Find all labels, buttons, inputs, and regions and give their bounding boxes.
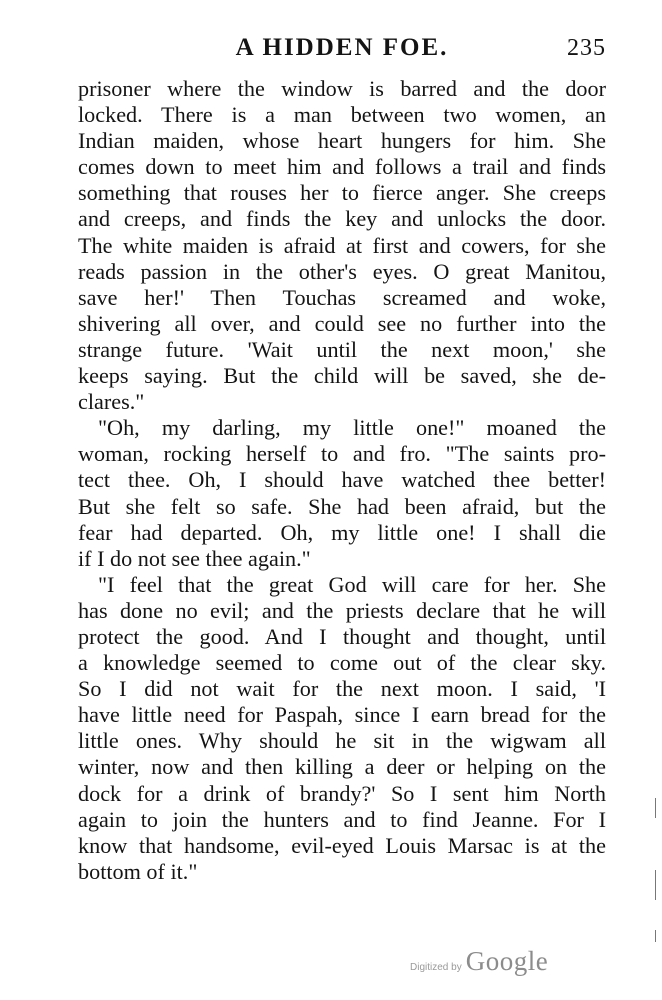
paragraph-2 <box>78 415 606 572</box>
text-line: something that rouses her to fierce anger. She creeps <box>78 180 606 206</box>
text-line: woman, rocking herself to and fro. "The saints pro- <box>78 441 606 467</box>
text-line: "I feel that the great God will care for her. She <box>98 571 606 597</box>
text-line: a knowledge seemed to come out of the clear sky. <box>78 650 606 676</box>
text-line: shivering all over, and could see no further into the <box>78 310 606 336</box>
text-line: winter, now and then killing a deer or helping on the <box>78 754 606 780</box>
scan-edge-mark <box>655 930 656 942</box>
text-line: strange future. 'Wait until the next moon,' she <box>78 336 606 362</box>
text-line: locked. There is a man between two women, an <box>78 102 606 128</box>
text-line: "Oh, my darling, my little one!" moaned the <box>98 415 606 441</box>
text-line: reads passion in the other's eyes. O great Manitou, <box>78 258 606 284</box>
text-line: little ones. Why should he sit in the wigwam all <box>78 728 606 754</box>
text-line: again to join the hunters and to find Jeanne. For I <box>78 806 606 832</box>
text-line: have little need for Paspah, since I earn bread for the <box>78 702 606 728</box>
scan-edge-mark <box>655 798 656 818</box>
text-line: Indian maiden, whose heart hungers for him. She <box>78 128 606 154</box>
body-text <box>78 76 606 885</box>
digitized-watermark <box>410 946 548 978</box>
text-line: and creeps, and finds the key and unlocks the door. <box>78 206 606 232</box>
text-line: protect the good. And I thought and thought, until <box>78 623 606 649</box>
text-line: prisoner where the window is barred and the door <box>78 76 606 101</box>
text-line: bottom of it." <box>78 858 198 884</box>
text-line: So I did not wait for the next moon. I said, 'I <box>78 676 606 702</box>
paragraph-3 <box>78 572 606 885</box>
digitized-by-label: Digitized by <box>410 962 462 973</box>
page-number: 235 <box>567 35 606 61</box>
text-line: keeps saying. But the child will be saved, she de- <box>78 363 606 389</box>
text-line: save her!' Then Touchas screamed and woke, <box>78 284 606 310</box>
text-line: clares." <box>78 389 145 415</box>
text-line: fear had departed. Oh, my little one! I shall die <box>78 519 606 545</box>
scan-edge-mark <box>655 870 656 900</box>
text-line: know that handsome, evil-eyed Louis Marsac is at the <box>78 832 606 858</box>
running-title: A HIDDEN FOE. <box>235 34 449 61</box>
paragraph-1 <box>78 76 606 415</box>
text-line: if I do not see thee again." <box>78 545 311 571</box>
page-header <box>78 28 606 68</box>
text-line: has done no evil; and the priests declare that he will <box>78 597 606 623</box>
text-line: tect thee. Oh, I should have watched thee better! <box>78 467 606 493</box>
google-logo: Google <box>465 946 549 976</box>
text-line: The white maiden is afraid at first and cowers, for she <box>78 232 606 258</box>
text-line: comes down to meet him and follows a trail and finds <box>78 154 606 180</box>
text-line: dock for a drink of brandy?' So I sent him North <box>78 780 606 806</box>
text-line: But she felt so safe. She had been afraid, but the <box>78 493 606 519</box>
